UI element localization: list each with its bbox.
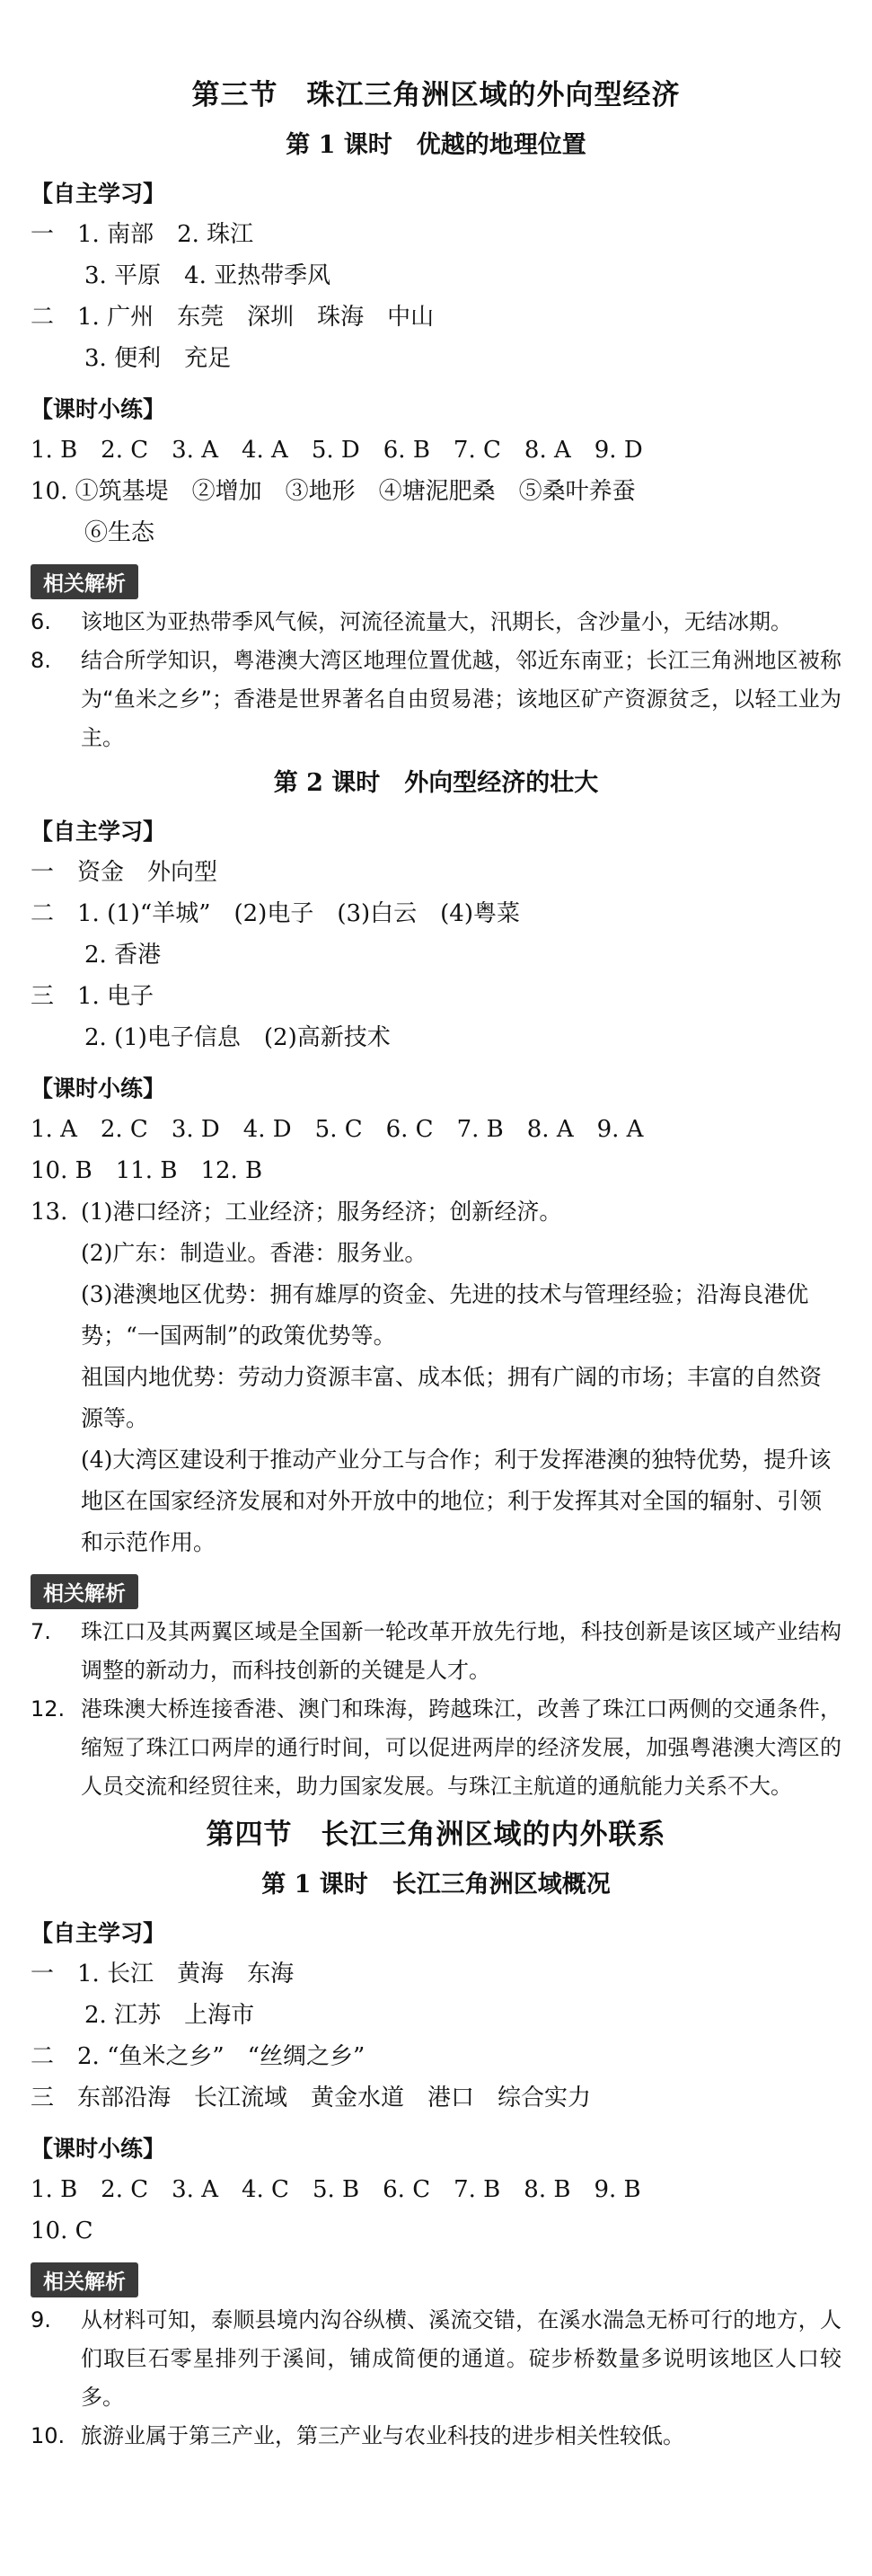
lesson-title: 第 1 课时 长江三角洲区域概况 (261, 1871, 611, 1899)
section-title: 第三节 珠江三角洲区域的外向型经济 (191, 79, 681, 111)
explanation-item (31, 2417, 841, 2456)
lesson-title: 第 2 课时 外向型经济的壮大 (273, 769, 599, 797)
answer-line: 一 1. 长江 黄海 东海 (31, 1961, 295, 1987)
answer-line: 一 1. 南部 2. 珠江 (31, 221, 254, 248)
explanation-number: 7. (31, 1619, 51, 1644)
explanation-item (31, 2301, 841, 2417)
practice-label: 【课时小练】 (31, 1076, 166, 1102)
answer-line: 10. C (31, 2217, 93, 2244)
question-13-answer (31, 1191, 841, 1563)
answer-line: 10. B 11. B 12. B (31, 1157, 263, 1184)
explanation-number: 10. (31, 2423, 66, 2448)
explanation-text: 从材料可知，泰顺县境内沟谷纵横、溪流交错，在溪水湍急无桥可行的地方，人们取巨石零星排列于溪间，铺成简便的通道。碇步桥数量多说明该地区人口较多。 (81, 2307, 841, 2410)
answer-line: 2. 江苏 上海市 (84, 2002, 255, 2029)
self-study-label: 【自主学习】 (31, 819, 166, 845)
answer-line: 2. (1)电子信息 (2)高新技术 (84, 1024, 391, 1051)
explanation-number: 8. (31, 648, 51, 673)
explanation-text: 港珠澳大桥连接香港、澳门和珠海，跨越珠江，改善了珠江口两侧的交通条件，缩短了珠江口两岸的通行时间，可以促进两岸的经济发展，加强粤港澳大湾区的人员交流和经贸往来，助力国家发展。与珠江主航道的通航能力关系不大。 (81, 1696, 841, 1799)
answer-line: 三 1. 电子 (31, 983, 154, 1010)
answer-line: 10. ①筑基堤 ②增加 ③地形 ④塘泥肥桑 ⑤桑叶养蚕 (31, 478, 636, 505)
explanation-badge: 相关解析 (31, 564, 138, 599)
answer-item (31, 1191, 841, 1563)
explanation-number: 6. (31, 609, 51, 634)
explanation-number: 12. (31, 1696, 66, 1722)
explanation-badge: 相关解析 (31, 1574, 138, 1609)
answer-line: 3. 便利 充足 (84, 345, 232, 372)
practice-label: 【课时小练】 (31, 2136, 166, 2162)
answer-line: 1. B 2. C 3. A 4. A 5. D 6. B 7. C 8. A 9. D (31, 437, 643, 464)
explanation-text: 结合所学知识，粤港澳大湾区地理位置优越，邻近东南亚；长江三角洲地区被称为“鱼米之乡”；香港是世界著名自由贸易港；该地区矿产资源贫乏，以轻工业为主。 (81, 648, 841, 750)
section-title: 第四节 长江三角洲区域的内外联系 (206, 1819, 666, 1851)
answer-line: 一 资金 外向型 (31, 859, 218, 886)
lesson-title: 第 1 课时 优越的地理位置 (286, 131, 586, 159)
explanation-number: 9. (31, 2307, 51, 2333)
answer-line: 3. 平原 4. 亚热带季风 (84, 262, 331, 289)
answer-line: 2. 香港 (84, 942, 162, 969)
explanation-text: 旅游业属于第三产业，第三产业与农业科技的进步相关性较低。 (81, 2423, 684, 2448)
answer-part: (1)港口经济；工业经济；服务经济；创新经济。 (81, 1199, 562, 1225)
explanation-text: 珠江口及其两翼区域是全国新一轮改革开放先行地，科技创新是该区域产业结构调整的新动力，而科技创新的关键是人才。 (81, 1619, 841, 1683)
explanation-badge: 相关解析 (31, 2262, 138, 2297)
answer-body (81, 1191, 841, 1563)
answer-line: 二 1. (1)“羊城” (2)电子 (3)白云 (4)粤菜 (31, 900, 520, 927)
answer-line: 三 东部沿海 长江流域 黄金水道 港口 综合实力 (31, 2085, 592, 2111)
explanation-block (31, 1613, 841, 1806)
answer-line: 二 1. 广州 东莞 深圳 珠海 中山 (31, 304, 435, 331)
answer-part: (4)大湾区建设利于推动产业分工与合作；利于发挥港澳的独特优势，提升该地区在国家经济发展和对外开放中的地位；利于发挥其对全国的辐射、引领和示范作用。 (81, 1447, 832, 1555)
explanation-item (31, 642, 841, 757)
explanation-block (31, 603, 841, 757)
explanation-block (31, 2301, 841, 2456)
self-study-label: 【自主学习】 (31, 1920, 166, 1946)
explanation-item (31, 1690, 841, 1806)
answer-line: 1. B 2. C 3. A 4. C 5. B 6. C 7. B 8. B 9. B (31, 2176, 641, 2203)
answer-part: (3)港澳地区优势：拥有雄厚的资金、先进的技术与管理经验；沿海良港优势；“一国两制”的政策优势等。 (81, 1281, 809, 1349)
explanation-item (31, 603, 841, 642)
practice-label: 【课时小练】 (31, 396, 166, 422)
answer-part: 祖国内地优势：劳动力资源丰富、成本低；拥有广阔的市场；丰富的自然资源等。 (81, 1364, 823, 1431)
explanation-item (31, 1613, 841, 1690)
answer-line: 1. A 2. C 3. D 4. D 5. C 6. C 7. B 8. A 9. A (31, 1116, 644, 1143)
self-study-label: 【自主学习】 (31, 181, 166, 207)
explanation-text: 该地区为亚热带季风气候，河流径流量大，汛期长，含沙量小，无结冰期。 (81, 609, 792, 634)
answer-part: (2)广东：制造业。香港：服务业。 (81, 1240, 427, 1266)
answer-line: 二 2. “鱼米之乡” “丝绸之乡” (31, 2043, 366, 2070)
answer-line: ⑥生态 (84, 519, 155, 546)
question-number: 13. (31, 1199, 68, 1226)
